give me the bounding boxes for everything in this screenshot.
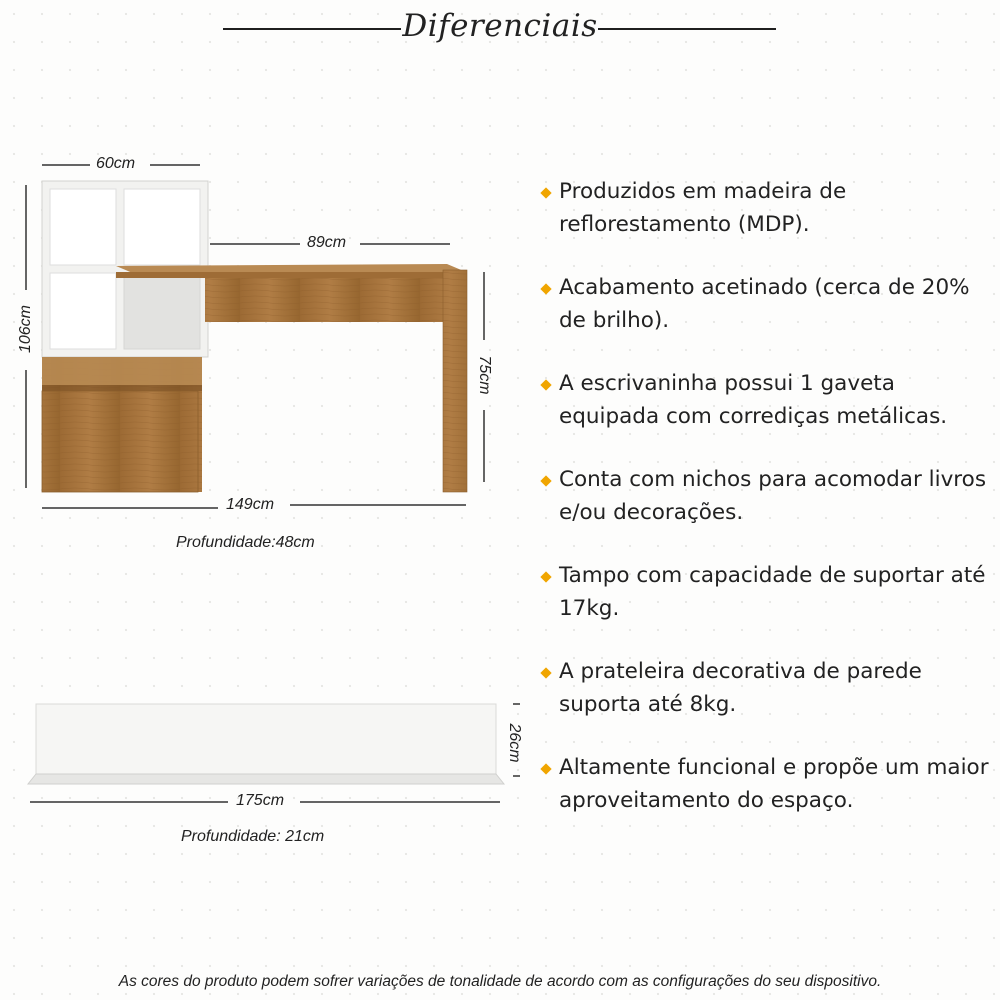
feature-item: A escrivaninha possui 1 gaveta equipada com corrediças metálicas.: [540, 368, 992, 433]
desk-depth-note: Profundidade:48cm: [176, 534, 315, 551]
feature-list: [540, 176, 992, 848]
diamond-bullet-icon: [540, 379, 551, 390]
desk-width-top-label: 60cm: [96, 155, 136, 172]
diamond-bullet-icon: [540, 571, 551, 582]
feature-item: A prateleira decorativa de parede suporta até 8kg.: [540, 656, 992, 721]
shelf-height-label: 26cm: [506, 723, 523, 763]
diamond-bullet-icon: [540, 667, 551, 678]
diamond-bullet-icon: [540, 475, 551, 486]
desk-width-total-label: 149cm: [226, 496, 275, 513]
diamond-bullet-icon: [540, 763, 551, 774]
feature-item: Tampo com capacidade de suportar até 17kg.: [540, 560, 992, 625]
shelf-depth-note: Profundidade: 21cm: [181, 828, 325, 845]
feature-item: Produzidos em madeira de reflorestamento (MDP).: [540, 176, 992, 241]
feature-item: Conta com nichos para acomodar livros e/ou decorações.: [540, 464, 992, 529]
page-title: Diferenciais: [402, 8, 598, 44]
drawer-cabinet: [42, 357, 202, 492]
desk-illustration: [0, 0, 520, 520]
desk-width-label: 89cm: [307, 234, 347, 251]
feature-item: Altamente funcional e propõe um maior aproveitamento do espaço.: [540, 752, 992, 817]
feature-item: Acabamento acetinado (cerca de 20% de brilho).: [540, 272, 992, 337]
desk-height-label: 75cm: [476, 355, 493, 395]
header-rule-right: [598, 28, 776, 30]
diamond-bullet-icon: [540, 283, 551, 294]
shelf-width-label: 175cm: [236, 792, 285, 809]
color-disclaimer: As cores do produto podem sofrer variações de tonalidade de acordo com as configurações do seu dispositivo.: [118, 973, 882, 990]
diamond-bullet-icon: [540, 187, 551, 198]
desk-height-total-label: 106cm: [17, 304, 34, 354]
